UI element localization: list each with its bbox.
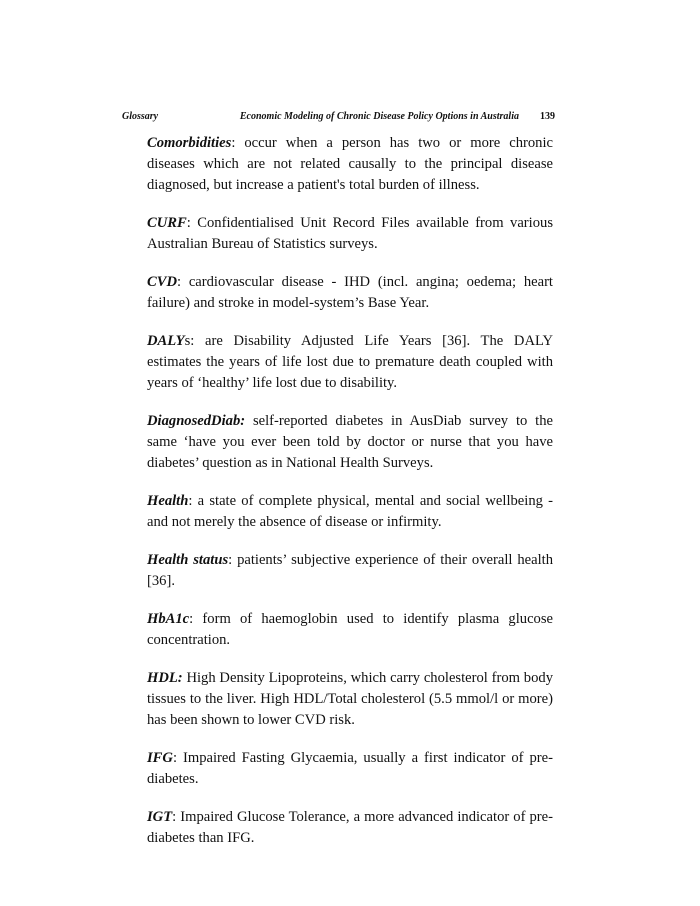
glossary-definition: : occur when a person has two or more chronic diseases which are not related causally to the principal disease diagnosed, but increase a patient's total burden of illness. <box>147 135 553 193</box>
glossary-entry <box>147 550 553 592</box>
glossary-term: DiagnosedDiab: <box>147 413 246 429</box>
glossary-definition: High Density Lipoproteins, which carry cholesterol from body tissues to the liver. High HDL/Total cholesterol (5.5 mmol/l or more) has been shown to lower CVD risk. <box>147 670 553 728</box>
glossary-term: Comorbidities <box>147 135 232 151</box>
glossary-term: HbA1c <box>147 611 190 627</box>
glossary-entry <box>147 748 553 790</box>
running-header <box>122 111 555 127</box>
glossary-term: HDL: <box>147 670 183 686</box>
glossary-term: Health <box>147 493 189 509</box>
glossary-definition: : form of haemoglobin used to identify plasma glucose concentration. <box>147 611 553 648</box>
glossary-term: DALY <box>147 333 185 349</box>
glossary-term: IFG <box>147 750 173 766</box>
glossary-definition: : Impaired Glucose Tolerance, a more advanced indicator of pre-diabetes than IFG. <box>147 809 553 846</box>
glossary-definition: : patients’ subjective experience of their overall health [36]. <box>147 552 553 589</box>
page-number: 139 <box>540 111 555 122</box>
glossary-entry <box>147 491 553 533</box>
glossary-entry <box>147 133 553 196</box>
glossary-definition: : Confidentialised Unit Record Files available from various Australian Bureau of Statistics surveys. <box>147 215 553 252</box>
glossary-entry <box>147 668 553 731</box>
glossary-definition: : cardiovascular disease - IHD (incl. angina; oedema; heart failure) and stroke in model-system’s Base Year. <box>147 274 553 311</box>
glossary-term: Health status <box>147 552 229 568</box>
glossary-definition: : Impaired Fasting Glycaemia, usually a first indicator of pre-diabetes. <box>147 750 553 787</box>
glossary-entry <box>147 213 553 255</box>
glossary-entry <box>147 807 553 849</box>
glossary-entry <box>147 272 553 314</box>
glossary-entry <box>147 331 553 394</box>
header-book-title: Economic Modeling of Chronic Disease Policy Options in Australia <box>239 111 519 122</box>
glossary-term: IGT <box>147 809 173 825</box>
glossary-definition: self-reported diabetes in AusDiab survey to the same ‘have you ever been told by doctor or nurse that you have diabetes’ question as in National Health Surveys. <box>147 413 553 471</box>
glossary-definition: : a state of complete physical, mental and social wellbeing - and not merely the absence of disease or infirmity. <box>147 493 553 530</box>
glossary-list <box>147 133 553 866</box>
glossary-definition: s: are Disability Adjusted Life Years [36]. The DALY estimates the years of life lost due to premature death coupled with years of ‘healthy’ life lost due to disability. <box>147 333 553 391</box>
header-section-title: Glossary <box>122 111 159 122</box>
glossary-entry <box>147 411 553 474</box>
glossary-term: CVD <box>147 274 178 290</box>
glossary-term: CURF <box>147 215 187 231</box>
glossary-entry <box>147 609 553 651</box>
